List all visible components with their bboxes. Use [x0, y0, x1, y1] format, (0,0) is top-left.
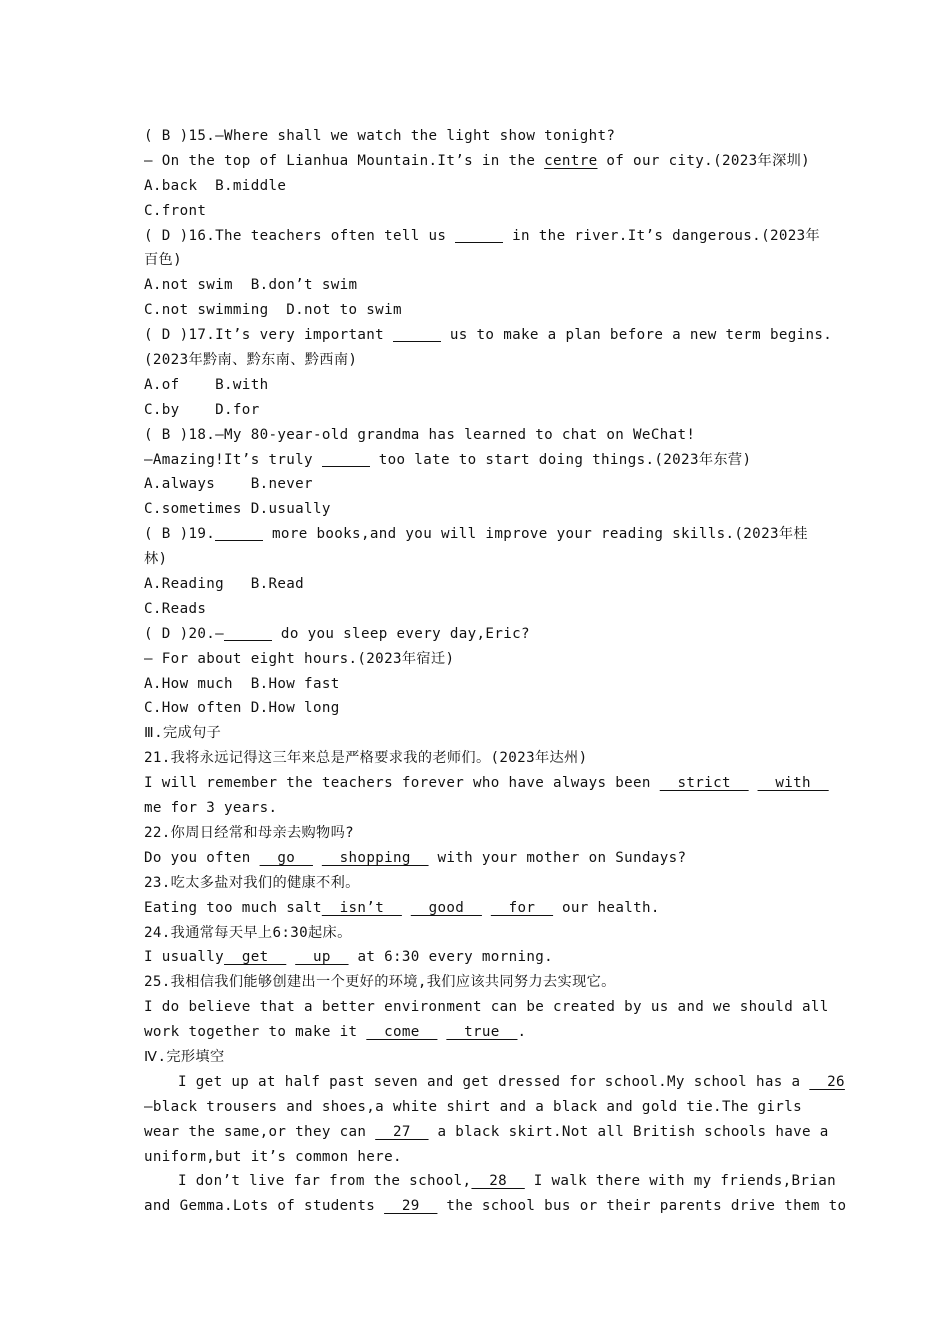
q20-stem: [144, 622, 824, 647]
passage-p1-l3-pre: wear the same,or they can: [144, 1123, 376, 1140]
blank-28: 28: [471, 1173, 525, 1190]
q17-options-row2: [144, 398, 824, 423]
q21-en-cont: me for 3 years.: [144, 800, 278, 817]
q15-answer: [144, 149, 824, 174]
q15-answer-post: of our city.(2023年深圳): [597, 152, 811, 169]
q17-blank: [393, 325, 441, 342]
q24-chinese: [144, 921, 824, 946]
q25-english-line1: [144, 995, 829, 1020]
q18-options-2: C.sometimes D.usually: [144, 501, 331, 518]
q16-options-1: A.not swim B.don’t swim: [144, 277, 358, 294]
passage-p1-l4-text: uniform,but it’s common here.: [144, 1148, 402, 1165]
q19-options-row2: [144, 597, 824, 622]
passage-p1-line4: [144, 1145, 824, 1170]
section-4-heading: [144, 1045, 824, 1070]
q16-options-2: C.not swimming D.not to swim: [144, 302, 402, 319]
passage-p1-l2-text: —black trousers and shoes,a white shirt and a black and gold tie.The girls: [144, 1098, 802, 1115]
q15-stem-text: ( B )15.—Where shall we watch the light show tonight?: [144, 128, 616, 144]
passage-p2-l1-pre: I don’t live far from the school,: [178, 1173, 472, 1190]
q21-answer-1: strict: [659, 775, 749, 792]
q22-chinese: [144, 821, 824, 846]
section-4-title: Ⅳ.完形填空: [144, 1048, 225, 1065]
q19-stem-continued: [144, 547, 824, 572]
q18-reply-post: too late to start doing things.(2023年东营): [369, 451, 752, 468]
passage-p1-line3: [144, 1120, 829, 1145]
q16-stem: [144, 224, 824, 249]
q25-en-2-pre: work together to make it: [144, 1024, 367, 1041]
q17-stem-continued: [144, 348, 824, 373]
q18-reply: [144, 448, 824, 473]
q19-options-row1: [144, 572, 824, 597]
q18-stem: [144, 423, 824, 448]
passage-p2-l2-post: the school bus or their parents drive them to: [437, 1198, 847, 1215]
q17-stem-post: us to make a plan before a new term begins.: [440, 327, 833, 344]
q21-answer-2: with: [757, 775, 829, 792]
passage-p1-l3-post: a black skirt.Not all British schools have a: [428, 1123, 829, 1140]
q19-stem-post: more books,and you will improve your reading skills.(2023年桂: [263, 526, 808, 543]
q19-stem-cont: 林): [144, 551, 168, 568]
q25-en-1: I do believe that a better environment can be created by us and we should all: [144, 999, 829, 1016]
passage-p1-l1-text: I get up at half past seven and get dressed for school.My school has a: [178, 1073, 810, 1090]
q24-english: [144, 945, 824, 970]
q23-en-post: our health.: [553, 899, 660, 916]
q23-english: [144, 896, 824, 921]
q19-stem-pre: ( B )19.: [144, 526, 216, 543]
q16-options-row1: [144, 273, 824, 298]
worksheet-page: [144, 124, 847, 1219]
q19-blank: [215, 524, 263, 541]
q16-blank: [455, 226, 503, 243]
q23-answer-3: for: [490, 899, 554, 916]
q25-answer-2: true: [446, 1024, 518, 1041]
q16-stem-continued: [144, 248, 824, 273]
q18-options-1: A.always B.never: [144, 476, 313, 493]
q24-en-pre: I usually: [144, 949, 225, 966]
q20-options-row1: [144, 672, 824, 697]
q23-answer-1: isn’t: [321, 899, 402, 916]
q16-options-row2: [144, 298, 824, 323]
q25-en-2-post: .: [517, 1024, 527, 1041]
q25-answer-1: come: [366, 1024, 438, 1041]
q24-answer-2: up: [295, 949, 349, 966]
q21-chinese: [144, 746, 824, 771]
q23-chinese: [144, 871, 824, 896]
q20-blank: [224, 624, 272, 641]
q19-stem: [144, 522, 824, 547]
q18-options-row2: [144, 497, 824, 522]
q17-options-row1: [144, 373, 824, 398]
q21-cn-text: 21.我将永远记得这三年来总是严格要求我的老师们。(2023年达州): [144, 750, 588, 767]
q22-en-post: with your mother on Sundays?: [428, 849, 687, 866]
q20-options-row2: [144, 696, 824, 721]
q22-cn-text: 22.你周日经常和母亲去购物吗?: [144, 824, 355, 841]
q20-reply-text: — For about eight hours.(2023年宿迁): [144, 650, 455, 667]
q21-en-pre: I will remember the teachers forever who have always been: [144, 775, 660, 792]
q17-options-2: C.by D.for: [144, 401, 260, 418]
q16-stem-pre: ( D )16.The teachers often tell us: [144, 227, 456, 244]
q20-options-1: A.How much B.How fast: [144, 675, 340, 692]
q15-stem: [144, 124, 824, 149]
q25-cn-text: 25.我相信我们能够创建出一个更好的环境,我们应该共同努力去实现它。: [144, 974, 616, 991]
q23-answer-2: good: [410, 899, 482, 916]
passage-p2-line1: [144, 1169, 837, 1194]
q20-stem-pre: ( D )20.—: [144, 625, 225, 642]
q19-options-2: C.Reads: [144, 600, 207, 617]
passage-p1-line1: [144, 1070, 845, 1095]
q22-english: [144, 846, 824, 871]
section-3-title: Ⅲ.完成句子: [144, 725, 222, 742]
q15-options-2: C.front: [144, 202, 207, 219]
q18-options-row1: [144, 472, 824, 497]
q24-cn-text: 24.我通常每天早上6:30起床。: [144, 924, 352, 941]
q23-cn-text: 23.吃太多盐对我们的健康不利。: [144, 874, 360, 891]
passage-p2-l1-post: I walk there with my friends,Brian: [524, 1173, 837, 1190]
passage-p2-line2: [144, 1194, 847, 1219]
q15-options-row2: [144, 199, 824, 224]
q23-en-pre: Eating too much salt: [144, 899, 322, 916]
q25-english-line2: [144, 1020, 824, 1045]
q21-english: [144, 771, 829, 796]
q22-en-pre: Do you often: [144, 849, 260, 866]
q24-en-post: at 6:30 every morning.: [348, 949, 554, 966]
q18-blank: [322, 450, 370, 467]
q17-stem-pre: ( D )17.It’s very important: [144, 327, 393, 344]
q19-options-1: A.Reading B.Read: [144, 576, 305, 593]
blank-27: 27: [375, 1123, 429, 1140]
q20-options-2: C.How often D.How long: [144, 700, 340, 717]
passage-p1-line2: [144, 1095, 824, 1120]
section-3-heading: [144, 721, 824, 746]
q22-answer-2: shopping: [321, 849, 429, 866]
q16-stem-post: in the river.It’s dangerous.(2023年: [503, 227, 821, 244]
passage-p2-l2-pre: and Gemma.Lots of students: [144, 1198, 385, 1215]
q20-reply: [144, 647, 824, 672]
q24-answer-1: get: [224, 949, 287, 966]
q16-stem-cont: 百色): [144, 252, 182, 269]
q15-underlined-word: centre: [544, 152, 598, 169]
blank-26: 26: [809, 1073, 845, 1090]
blank-29: 29: [384, 1198, 438, 1215]
q17-options-1: A.of B.with: [144, 376, 269, 393]
q25-chinese: [144, 970, 824, 995]
q18-reply-pre: —Amazing!It’s truly: [144, 451, 322, 468]
q15-options-row1: [144, 174, 824, 199]
q17-stem: [144, 323, 833, 348]
q15-options-1: A.back B.middle: [144, 177, 287, 194]
q22-answer-1: go: [259, 849, 313, 866]
q20-stem-post: do you sleep every day,Eric?: [272, 625, 530, 642]
q18-stem-text: ( B )18.—My 80-year-old grandma has learned to chat on WeChat!: [144, 426, 696, 443]
q17-stem-cont: (2023年黔南、黔东南、黔西南): [144, 352, 358, 369]
q15-answer-pre: — On the top of Lianhua Mountain.It’s in the: [144, 152, 545, 169]
q21-english-continued: [144, 796, 824, 821]
